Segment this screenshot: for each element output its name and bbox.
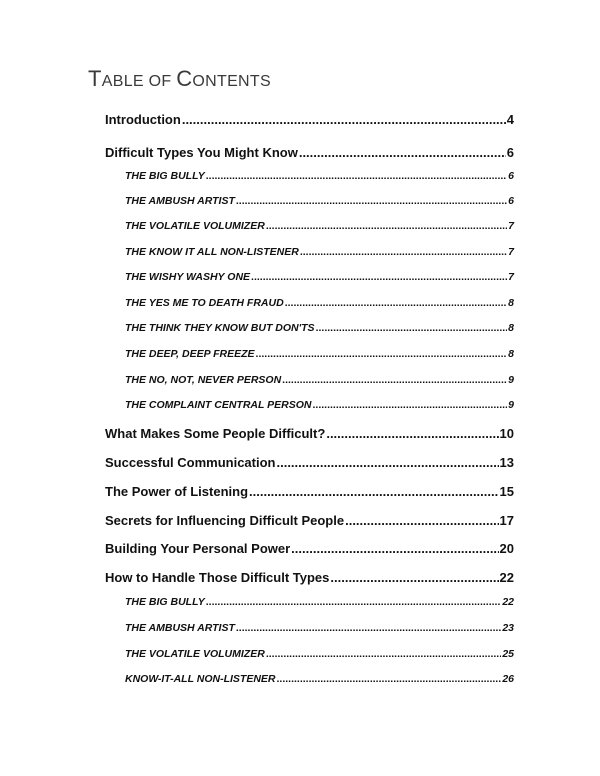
toc-leader-dots — [312, 399, 507, 411]
toc-entry-label: THE AMBUSH ARTIST — [125, 622, 235, 634]
toc-title-part: C — [176, 66, 193, 91]
toc-leader-dots — [266, 220, 507, 232]
toc-entry[interactable] — [105, 570, 514, 585]
toc-leader-dots — [251, 271, 507, 283]
toc-entry[interactable] — [105, 541, 514, 556]
toc-entry[interactable] — [105, 426, 514, 441]
toc-entry-label: Introduction — [105, 112, 181, 127]
toc-entry-label: THE KNOW IT ALL NON-LISTENER — [125, 246, 299, 258]
toc-entry-page-number: 6 — [508, 195, 514, 207]
toc-entry-label: What Makes Some People Difficult? — [105, 426, 326, 441]
toc-entry-page-number: 20 — [499, 541, 514, 556]
toc-entry-label: Successful Communication — [105, 455, 276, 470]
toc-entry-page-number: 8 — [508, 322, 514, 334]
toc-entry[interactable] — [105, 513, 514, 528]
toc-entry-label: Building Your Personal Power — [105, 541, 291, 556]
toc-entry-label: KNOW-IT-ALL NON-LISTENER — [125, 673, 276, 685]
toc-leader-dots — [316, 322, 508, 334]
toc-entry[interactable] — [125, 170, 514, 182]
toc-entry-label: THE NO, NOT, NEVER PERSON — [125, 374, 282, 386]
toc-entry-label: THE VOLATILE VOLUMIZER — [125, 220, 265, 232]
toc-entry-page-number: 7 — [508, 271, 514, 283]
toc-entry-label: THE DEEP, DEEP FREEZE — [125, 348, 255, 360]
toc-entry-label: THE AMBUSH ARTIST — [125, 195, 235, 207]
toc-entry-page-number: 9 — [508, 374, 514, 386]
toc-leader-dots — [256, 348, 508, 360]
toc-entry[interactable] — [105, 145, 514, 160]
toc-entry[interactable] — [125, 596, 514, 608]
toc-entry[interactable] — [125, 648, 514, 660]
toc-entry-label: THE BIG BULLY — [125, 170, 205, 182]
toc-leader-dots — [330, 570, 498, 585]
toc-entry[interactable] — [125, 297, 514, 309]
toc-entry-page-number: 17 — [499, 513, 514, 528]
toc-entry[interactable] — [125, 271, 514, 283]
toc-leader-dots — [182, 112, 506, 127]
toc-title — [88, 66, 271, 92]
toc-entry-page-number: 15 — [499, 484, 514, 499]
toc-entry[interactable] — [125, 348, 514, 360]
toc-leader-dots — [276, 455, 498, 470]
toc-entry[interactable] — [105, 455, 514, 470]
toc-entry[interactable] — [105, 112, 514, 127]
toc-entry-page-number: 6 — [508, 170, 514, 182]
toc-entry-page-number: 25 — [502, 648, 514, 660]
toc-leader-dots — [206, 170, 507, 182]
toc-entry[interactable] — [125, 374, 514, 386]
toc-entry-label: THE YES ME TO DEATH FRAUD — [125, 297, 284, 309]
toc-leader-dots — [291, 541, 498, 556]
toc-leader-dots — [282, 374, 507, 386]
toc-entry-label: How to Handle Those Difficult Types — [105, 570, 330, 585]
toc-entry[interactable] — [125, 195, 514, 207]
toc-entry-page-number: 6 — [506, 145, 514, 160]
toc-entry-page-number: 26 — [502, 673, 514, 685]
toc-entry-label: THE COMPLAINT CENTRAL PERSON — [125, 399, 312, 411]
toc-leader-dots — [236, 195, 507, 207]
toc-entry[interactable] — [125, 220, 514, 232]
toc-entry[interactable] — [125, 622, 514, 634]
toc-entry-label: THE VOLATILE VOLUMIZER — [125, 648, 265, 660]
toc-title-part: ONTENTS — [192, 73, 271, 90]
toc-leader-dots — [300, 246, 507, 258]
toc-entry-page-number: 8 — [508, 348, 514, 360]
toc-entry-page-number: 7 — [508, 220, 514, 232]
toc-entry-page-number: 22 — [499, 570, 514, 585]
toc-entry[interactable] — [125, 673, 514, 685]
toc-entry-page-number: 4 — [506, 112, 514, 127]
toc-entry-label: The Power of Listening — [105, 484, 249, 499]
toc-entry-page-number: 7 — [508, 246, 514, 258]
toc-entry-page-number: 9 — [508, 399, 514, 411]
toc-leader-dots — [266, 648, 502, 660]
toc-entry-label: THE BIG BULLY — [125, 596, 205, 608]
toc-title-part: T — [88, 66, 102, 91]
toc-leader-dots — [236, 622, 501, 634]
toc-leader-dots — [326, 426, 498, 441]
toc-entry-page-number: 13 — [499, 455, 514, 470]
toc-entry-page-number: 23 — [502, 622, 514, 634]
toc-leader-dots — [277, 673, 502, 685]
toc-entry[interactable] — [105, 484, 514, 499]
toc-leader-dots — [206, 596, 502, 608]
toc-entry[interactable] — [125, 399, 514, 411]
toc-entry-label: THE WISHY WASHY ONE — [125, 271, 251, 283]
toc-leader-dots — [249, 484, 499, 499]
toc-title-part: ABLE OF — [101, 73, 177, 90]
toc-leader-dots — [285, 297, 507, 309]
toc-entry-page-number: 22 — [502, 596, 514, 608]
toc-entry[interactable] — [125, 246, 514, 258]
toc-leader-dots — [299, 145, 506, 160]
toc-entry-label: Secrets for Influencing Difficult People — [105, 513, 345, 528]
toc-leader-dots — [345, 513, 498, 528]
toc-entry-label: THE THINK THEY KNOW BUT DON'TS — [125, 322, 315, 334]
toc-entry-label: Difficult Types You Might Know — [105, 145, 298, 160]
toc-entry[interactable] — [125, 322, 514, 334]
toc-entry-page-number: 8 — [508, 297, 514, 309]
toc-entry-page-number: 10 — [499, 426, 514, 441]
